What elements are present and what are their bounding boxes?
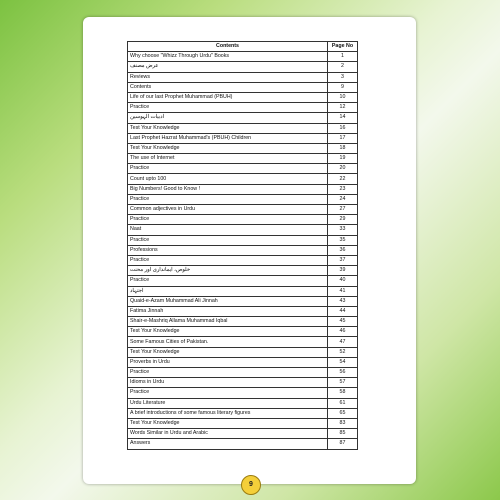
table-row — [128, 337, 358, 347]
entry-title: Quaid-e-Azam Muhammad Ali Jinnah — [128, 296, 328, 306]
table-row — [128, 72, 358, 82]
entry-page-number: 17 — [328, 133, 358, 143]
entry-page-number: 27 — [328, 205, 358, 215]
table-row — [128, 266, 358, 276]
entry-page-number: 35 — [328, 235, 358, 245]
entry-title: Shair-e-Mashriq Allama Muhammad Iqbal — [128, 317, 328, 327]
contents-body — [128, 52, 358, 449]
entry-page-number: 43 — [328, 296, 358, 306]
entry-page-number: 37 — [328, 255, 358, 265]
page-number-badge: 9 — [241, 475, 261, 495]
entry-page-number: 56 — [328, 368, 358, 378]
entry-title: Naat — [128, 225, 328, 235]
table-row — [128, 113, 358, 123]
entry-page-number: 24 — [328, 194, 358, 204]
entry-title: Words Similar in Urdu and Arabic — [128, 429, 328, 439]
entry-page-number: 23 — [328, 184, 358, 194]
entry-page-number: 65 — [328, 408, 358, 418]
table-row — [128, 123, 358, 133]
table-row — [128, 378, 358, 388]
entry-page-number: 85 — [328, 429, 358, 439]
entry-title: Idioms in Urdu — [128, 378, 328, 388]
table-row — [128, 368, 358, 378]
entry-page-number: 1 — [328, 52, 358, 62]
table-row — [128, 225, 358, 235]
entry-title: Big Numbers! Good to Know ! — [128, 184, 328, 194]
entry-page-number: 9 — [328, 82, 358, 92]
entry-page-number: 87 — [328, 439, 358, 449]
entry-title: Practice — [128, 215, 328, 225]
table-row — [128, 317, 358, 327]
entry-page-number: 20 — [328, 164, 358, 174]
entry-title: Practice — [128, 255, 328, 265]
entry-title: Common adjectives in Urdu — [128, 205, 328, 215]
table-row — [128, 82, 358, 92]
entry-title: ادبیات الہوسین — [128, 113, 328, 123]
entry-page-number: 40 — [328, 276, 358, 286]
table-row — [128, 276, 358, 286]
contents-table — [127, 41, 358, 450]
entry-page-number: 45 — [328, 317, 358, 327]
entry-page-number: 3 — [328, 72, 358, 82]
entry-title: Practice — [128, 164, 328, 174]
entry-page-number: 44 — [328, 306, 358, 316]
entry-title: The use of Internet — [128, 154, 328, 164]
table-row — [128, 133, 358, 143]
table-row — [128, 388, 358, 398]
entry-page-number: 41 — [328, 286, 358, 296]
entry-page-number: 22 — [328, 174, 358, 184]
entry-title: Life of our last Prophet Muhammad (PBUH) — [128, 92, 328, 102]
table-row — [128, 235, 358, 245]
entry-page-number: 10 — [328, 92, 358, 102]
entry-page-number: 36 — [328, 245, 358, 255]
table-row — [128, 52, 358, 62]
table-row — [128, 255, 358, 265]
entry-page-number: 61 — [328, 398, 358, 408]
entry-title: Some Famous Cities of Pakistan. — [128, 337, 328, 347]
entry-title: خلوص، ایمانداری اور محنت — [128, 266, 328, 276]
entry-title: Practice — [128, 388, 328, 398]
entry-title: Test Your Knowledge — [128, 143, 328, 153]
table-row — [128, 357, 358, 367]
table-row — [128, 306, 358, 316]
table-row — [128, 408, 358, 418]
entry-title: Proverbs in Urdu — [128, 357, 328, 367]
table-row — [128, 439, 358, 449]
entry-title: A brief introductions of some famous literary figures — [128, 408, 328, 418]
entry-title: Practice — [128, 368, 328, 378]
entry-page-number: 33 — [328, 225, 358, 235]
table-row — [128, 103, 358, 113]
table-row — [128, 154, 358, 164]
entry-title: Count upto 100 — [128, 174, 328, 184]
entry-title: Urdu Literature — [128, 398, 328, 408]
header-row — [128, 42, 358, 52]
table-row — [128, 184, 358, 194]
entry-title: Last Prophet Hazrat Muhammad's (PBUH) Children — [128, 133, 328, 143]
entry-page-number: 46 — [328, 327, 358, 337]
page-no-header: Page No — [328, 42, 358, 52]
entry-title: Practice — [128, 103, 328, 113]
contents-header: Contents — [128, 42, 328, 52]
entry-title: Practice — [128, 194, 328, 204]
entry-title: Professions — [128, 245, 328, 255]
entry-page-number: 57 — [328, 378, 358, 388]
table-row — [128, 245, 358, 255]
entry-title: Reviews — [128, 72, 328, 82]
table-row — [128, 429, 358, 439]
table-row — [128, 164, 358, 174]
entry-page-number: 12 — [328, 103, 358, 113]
table-row — [128, 174, 358, 184]
entry-title: Test Your Knowledge — [128, 123, 328, 133]
table-row — [128, 327, 358, 337]
entry-page-number: 47 — [328, 337, 358, 347]
table-row — [128, 347, 358, 357]
table-row — [128, 143, 358, 153]
entry-title: Test Your Knowledge — [128, 418, 328, 428]
entry-page-number: 83 — [328, 418, 358, 428]
table-row — [128, 215, 358, 225]
table-row — [128, 296, 358, 306]
entry-title: اجتہاد — [128, 286, 328, 296]
entry-title: Fatima Jinnah — [128, 306, 328, 316]
entry-title: Answers — [128, 439, 328, 449]
table-row — [128, 398, 358, 408]
entry-title: Contents — [128, 82, 328, 92]
table-row — [128, 194, 358, 204]
entry-page-number: 58 — [328, 388, 358, 398]
table-row — [128, 92, 358, 102]
entry-title: Test Your Knowledge — [128, 347, 328, 357]
entry-page-number: 52 — [328, 347, 358, 357]
entry-page-number: 16 — [328, 123, 358, 133]
entry-page-number: 39 — [328, 266, 358, 276]
entry-title: Test Your Knowledge — [128, 327, 328, 337]
table-row — [128, 418, 358, 428]
entry-page-number: 54 — [328, 357, 358, 367]
entry-page-number: 19 — [328, 154, 358, 164]
table-row — [128, 205, 358, 215]
entry-page-number: 14 — [328, 113, 358, 123]
entry-title: Practice — [128, 235, 328, 245]
entry-title: Why choose "Whizz Through Urdu" Books — [128, 52, 328, 62]
entry-page-number: 2 — [328, 62, 358, 72]
entry-page-number: 18 — [328, 143, 358, 153]
table-row — [128, 286, 358, 296]
entry-title: عرض مصنف — [128, 62, 328, 72]
table-row — [128, 62, 358, 72]
entry-page-number: 29 — [328, 215, 358, 225]
entry-title: Practice — [128, 276, 328, 286]
